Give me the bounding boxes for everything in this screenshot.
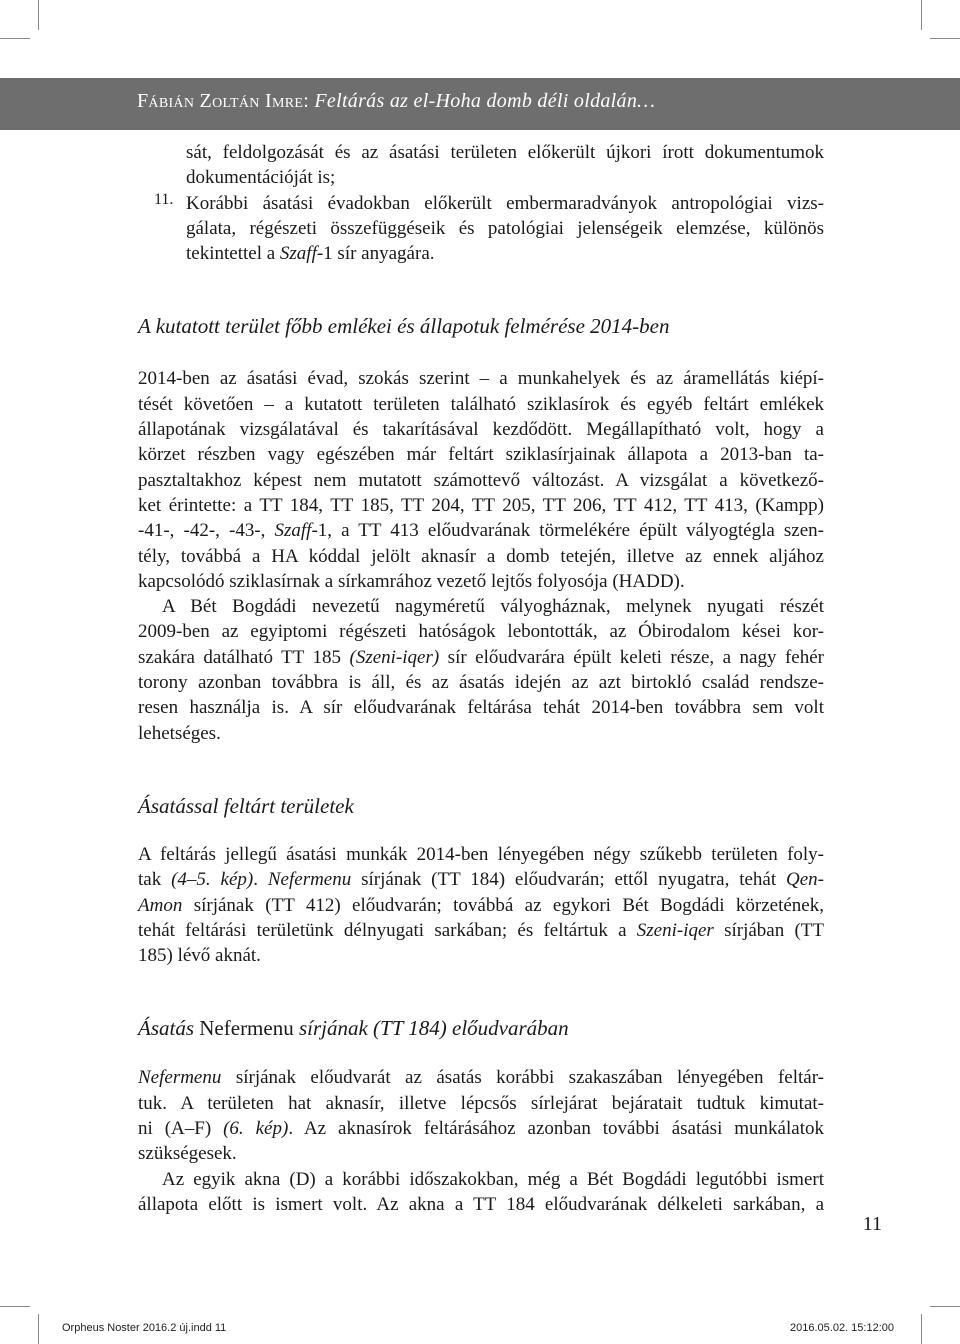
slug-date: 2016.05.02. 15:12:00: [790, 1322, 894, 1334]
italic-run: Szaff: [279, 243, 317, 265]
list-line: sát, feldolgozását és az ásatási területen előkerült újkori írott dokumentumok: [186, 142, 824, 163]
body-line: [138, 645, 824, 670]
body-line: tését követően – a kutatott területen található sziklasírok és egyéb feltárt emlékek: [138, 393, 824, 415]
section-heading: [138, 1016, 824, 1041]
text-run: tak: [138, 869, 172, 891]
list-line: dokumentációját is;: [186, 167, 336, 189]
crop-mark: [38, 1314, 39, 1344]
text-run: tehát feltárási területünk délnyugati sarkában; és feltártuk a: [138, 919, 637, 941]
crop-mark: [38, 0, 39, 30]
body-line: körzet részben vagy egészében már feltárt sziklasírjainak állapota a 2013-ban ta-: [138, 444, 824, 466]
list-number: 11.: [154, 190, 174, 208]
body-line: kapcsolódó sziklasírnak a sírkamrához vezető lejtős folyosója (HADD).: [138, 570, 685, 592]
body-line: [138, 918, 824, 943]
italic-run: Qen-: [786, 869, 824, 891]
body-line: szükségesek.: [138, 1143, 237, 1165]
italic-run: Nefermenu: [138, 1067, 222, 1089]
header-title: Feltárás az el-Hoha domb déli oldalán…: [314, 90, 656, 112]
body-line: [138, 1065, 824, 1090]
section-heading: A kutatott terület főbb emlékei és állapotuk felmérése 2014-ben: [138, 314, 670, 339]
text-run: . Az aknasírok feltárásához azonban további ásatási munkálatok: [288, 1118, 824, 1140]
body-line: [138, 867, 824, 892]
body-line: resen használja is. A sír előudvarának feltárása tehát 2014-ben továbbra sem volt: [138, 697, 824, 719]
body-line: lehetséges.: [138, 722, 221, 744]
body-line: pasztaltakhoz képest nem mutatott számottevő változást. A vizsgálat a következő-: [138, 469, 824, 491]
crop-mark: [921, 1314, 922, 1344]
text-run: sírjában (TT: [713, 919, 824, 941]
upright-run: Nefermenu: [199, 1016, 294, 1041]
list-line: gálata, régészeti összefüggéseik és patológiai jelenségeik elemzése, különös: [186, 217, 824, 239]
italic-run: Amon: [138, 894, 183, 916]
italic-run: Szaff: [274, 520, 312, 542]
body-line: tély, továbbá a HA kóddal jelölt aknasír a domb tetején, illetve az ennek aljához: [138, 545, 824, 567]
crop-mark: [930, 38, 960, 39]
paragraph: [138, 366, 824, 594]
crop-mark: [930, 1306, 960, 1307]
text-run: -1 sír anyagára.: [316, 243, 435, 265]
page-number: 11: [862, 1213, 882, 1235]
body-line: [138, 518, 824, 543]
text-run: sír előudvarára épült keleti része, a nagy fehér: [439, 646, 824, 668]
body-line: állapota előtt is ismert volt. Az akna a TT 184 előudvarának délkeleti sarkában, a: [138, 1193, 824, 1215]
body-line: A feltárás jellegű ásatási munkák 2014-ben lényegében négy szűkebb területen foly-: [138, 843, 824, 865]
text-run: .: [253, 869, 268, 891]
figure-reference: (4–5. kép): [171, 869, 254, 891]
text-run: sírjának (TT 184) előudvarában: [298, 1016, 569, 1041]
figure-reference: (6. kép): [223, 1118, 289, 1140]
paragraph: [138, 1065, 824, 1166]
text-run: tekintettel a: [186, 243, 280, 265]
text-run: Ásatás: [138, 1016, 195, 1041]
list-line: Korábbi ásatási évadokban előkerült embermaradványok antropológiai vizs-: [186, 192, 824, 214]
italic-run: Szeni-iqer: [636, 919, 714, 941]
list-line: [186, 241, 824, 266]
section-heading: Ásatással feltárt területek: [138, 793, 354, 818]
body-line: ket érintette: a TT 184, TT 185, TT 204, TT 205, TT 206, TT 412, TT 413, (Kampp): [138, 494, 824, 516]
list-continuation: [138, 140, 824, 191]
text-run: ni (A–F): [138, 1118, 224, 1140]
body-line: torony azonban továbbra is áll, és az ásatás idején az azt birtokló család rendsze-: [138, 672, 824, 694]
text-run: szakára datálható TT 185: [138, 646, 350, 668]
crop-mark: [0, 1306, 30, 1307]
text-run: sírjának (TT 412) előudvarán; továbbá az egykori Bét Bogdádi körzetének,: [182, 894, 824, 916]
text-run: -1, a TT 413 előudvarának törmelékére épült vályogtégla szen-: [311, 520, 825, 542]
body-line: Az egyik akna (D) a korábbi időszakokban, még a Bét Bogdádi legutóbbi ismert: [162, 1168, 824, 1190]
paragraph: [138, 842, 824, 968]
slug-file: Orpheus Noster 2016.2 új.indd 11: [62, 1322, 227, 1334]
paragraph: [138, 594, 824, 746]
body-line: 2009-ben az egyiptomi régészeti hatóságok lebontották, az Óbirodalom kései kor-: [138, 621, 824, 643]
paragraph: [138, 1167, 824, 1218]
running-header: [137, 90, 655, 113]
body-line: [138, 893, 824, 918]
body-line: 185) lévő aknát.: [138, 945, 261, 967]
body-line: A Bét Bogdádi nevezetű nagyméretű vályogháznak, melynek nyugati részét: [162, 596, 824, 618]
text-run: sírjának előudvarát az ásatás korábbi szakaszában lényegében feltár-: [221, 1067, 824, 1089]
list-item-11: [138, 191, 824, 267]
body-line: állapotának vizsgálatával és takarításával kezdődött. Megállapítható volt, hogy a: [138, 419, 824, 441]
body-line: tuk. A területen hat aknasír, illetve lépcsős sírlejárat bejáratait tudtuk kimutat-: [138, 1092, 824, 1114]
crop-mark: [921, 0, 922, 30]
text-run: -41-, -42-, -43-,: [138, 520, 275, 542]
page-body: [138, 140, 824, 1217]
body-line: 2014-ben az ásatási évad, szokás szerint – a munkahelyek és az áramellátás kiépí-: [138, 368, 824, 390]
body-line: [138, 1116, 824, 1141]
italic-run: Nefermenu: [267, 869, 352, 891]
italic-run: (Szeni-iqer): [349, 646, 440, 668]
header-author: Fábián Zoltán Imre:: [137, 90, 310, 112]
text-run: sírjának (TT 184) előudvarán; ettől nyugatra, tehát: [351, 869, 787, 891]
crop-mark: [0, 38, 30, 39]
